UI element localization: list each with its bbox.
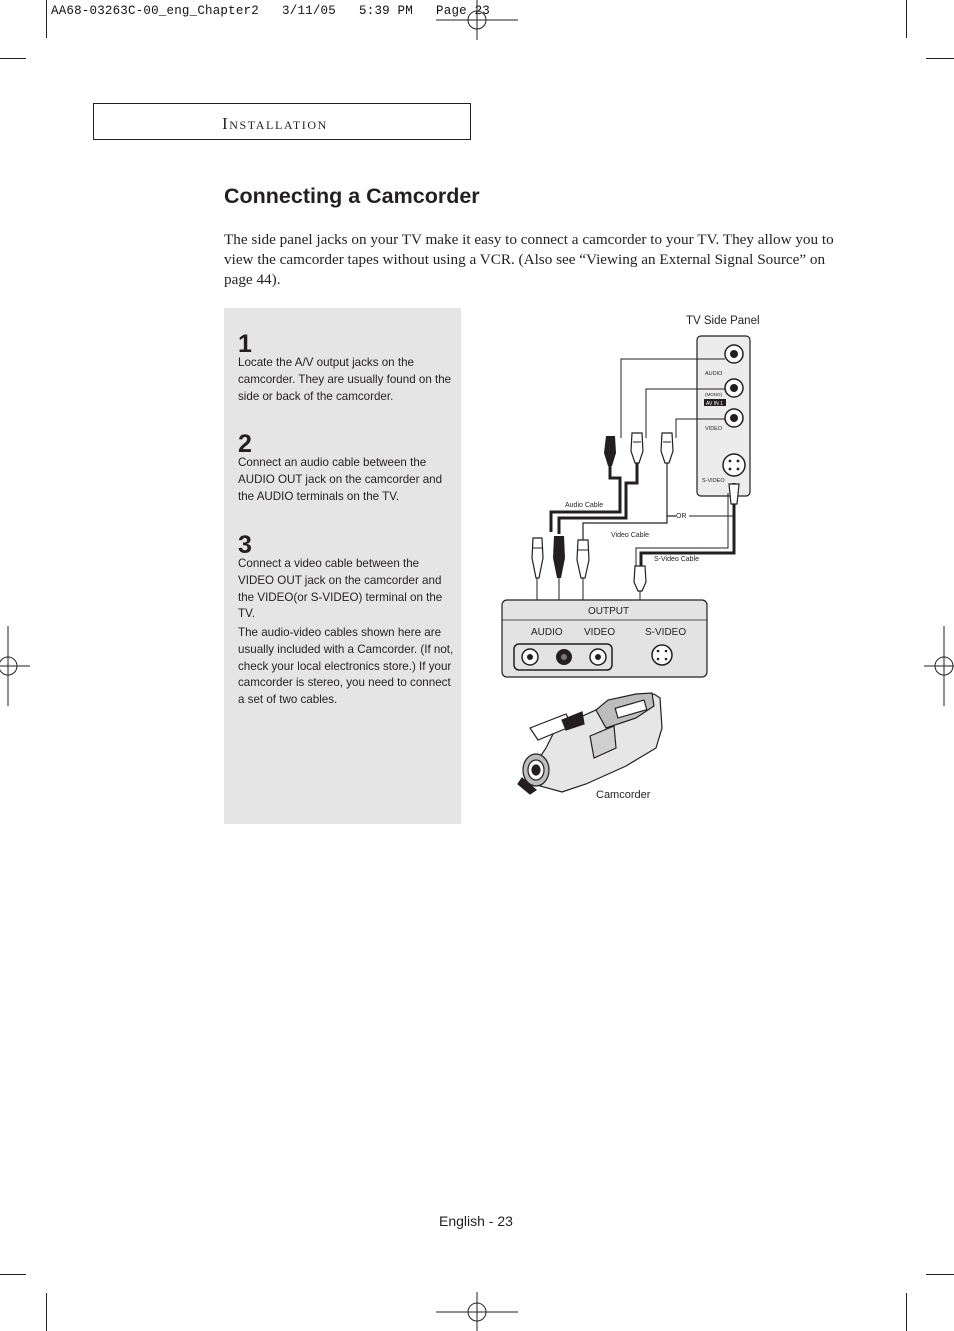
s-video-cable-label: S-Video Cable [654, 556, 700, 563]
output-video-jack-icon [590, 649, 606, 665]
crop-mark [46, 0, 47, 38]
audio-plug-right-icon [631, 433, 643, 463]
steps-panel [224, 308, 461, 824]
output-s-video-label: S-VIDEO [645, 627, 687, 638]
or-label: OR [676, 513, 687, 520]
panel-mono-label: (MONO) [705, 392, 722, 397]
video-plug-top-icon [661, 433, 673, 463]
crop-mark [0, 1274, 26, 1275]
panel-audio-label: AUDIO [705, 371, 723, 377]
registration-mark-icon [436, 1292, 518, 1331]
page-number: English - 23 [439, 1213, 513, 1229]
audio-cable [551, 466, 620, 532]
registration-mark-icon [0, 626, 30, 706]
step-text: Connect a video cable between the VIDEO OUT jack on the camcorder and the VIDEO(or S-VIDEO) terminal on the TV. [238, 557, 443, 621]
audio-plug-camcorder-left-icon [532, 538, 543, 578]
audio-cable-label: Audio Cable [565, 502, 604, 509]
output-label: OUTPUT [588, 606, 630, 617]
step-number: 2 [238, 430, 252, 458]
page-title: Connecting a Camcorder [224, 184, 480, 208]
registration-mark-icon [924, 626, 954, 706]
output-audio-jack-right-icon [556, 649, 572, 665]
video-cable-label: Video Cable [611, 532, 650, 539]
panel-av-in-label: AV IN 1 [706, 401, 723, 407]
crop-mark [906, 1293, 907, 1331]
step-number: 1 [238, 330, 252, 358]
tv-video-jack-icon [725, 409, 743, 427]
tv-audio-jack-bottom-icon [725, 379, 743, 397]
audio-plug-camcorder-right-icon [553, 536, 565, 578]
video-plug-camcorder-icon [577, 540, 589, 578]
cable-note: The audio-video cables shown here are usually included with a Camcorder. (If not, check your local electronics store.) If your camcorder is stereo, you need to connect a set of two cables. [238, 626, 454, 707]
camcorder-icon [518, 693, 662, 794]
output-audio-label: AUDIO [531, 627, 563, 638]
intro-paragraph: The side panel jacks on your TV make it easy to connect a camcorder to your TV. They allow you to view the camcorder tapes without using a VCR. (Also see “Viewing an External Signal Source” on page 44). [224, 231, 834, 288]
camcorder-label: Camcorder [596, 789, 651, 801]
tv-audio-jack-top-icon [725, 345, 743, 363]
output-s-video-jack-icon [652, 645, 672, 665]
crop-mark [926, 58, 954, 59]
step-3 [238, 531, 456, 623]
tv-side-panel-label: TV Side Panel [686, 315, 760, 327]
crop-mark [0, 58, 26, 59]
panel-s-video-label: S-VIDEO [702, 478, 725, 484]
registration-mark-icon [436, 0, 518, 40]
step-2 [238, 430, 456, 505]
crop-mark [926, 1274, 954, 1275]
step-number: 3 [238, 531, 252, 559]
tv-s-video-jack-icon [723, 454, 745, 476]
output-audio-jack-left-icon [522, 649, 538, 665]
print-slug: AA68-03263C-00_eng_Chapter2 3/11/05 5:39 PM Page 23 [51, 4, 490, 18]
s-video-plug-tv-icon [729, 484, 739, 504]
section-header-box [93, 103, 471, 140]
connection-diagram [496, 308, 786, 808]
crop-mark [46, 1293, 47, 1331]
step-text: Connect an audio cable between the AUDIO OUT jack on the camcorder and the AUDIO terminals on the TV. [238, 456, 443, 503]
panel-video-label: VIDEO [705, 426, 723, 432]
output-video-label: VIDEO [584, 627, 616, 638]
audio-plug-left-icon [604, 436, 616, 466]
s-video-plug-camcorder-icon [634, 566, 646, 591]
step-text: Locate the A/V output jacks on the camcorder. They are usually found on the side or back of the camcorder. [238, 356, 452, 403]
step-1 [238, 330, 456, 405]
section-label: Installation [222, 114, 328, 133]
crop-mark [906, 0, 907, 38]
